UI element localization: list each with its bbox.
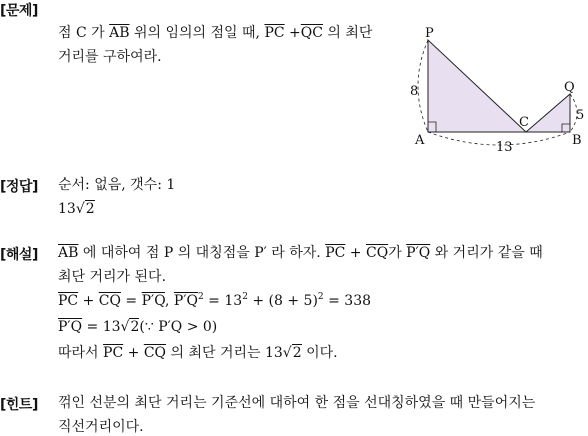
equation-text: + (8 + 5)	[247, 293, 318, 309]
equation-text: = 338	[323, 293, 372, 309]
problem-text: 의 최단	[322, 25, 373, 41]
explanation-line-4	[58, 318, 217, 336]
segment-cq: $\overline{CQ}$	[365, 245, 389, 261]
segment-p-prime-q: P′Q	[173, 293, 198, 309]
radicand: 2	[130, 319, 140, 335]
sqrt-icon: √	[75, 201, 85, 217]
hint-line-2: 직선거리이다.	[58, 419, 144, 435]
segment-ab: $\overline{AB}$	[58, 245, 79, 261]
geometry-figure	[400, 22, 588, 152]
plus-sign: +	[78, 293, 99, 309]
hint-label: [힌트]	[0, 397, 38, 413]
explanation-text: 이다.	[301, 345, 338, 361]
radicand: 2	[292, 345, 302, 361]
exponent: 2	[198, 292, 204, 302]
explanation-label: [해설]	[0, 247, 38, 263]
segment-cq: $\overline{CQ}$	[98, 293, 121, 309]
answer-label: [정답]	[0, 179, 38, 195]
explanation-text: 에 대하여 점 P 의 대칭점을 P′ 라 하자.	[78, 245, 326, 261]
segment-pc: $\overline{PC}$	[264, 25, 285, 41]
length-ap: 8	[410, 84, 419, 99]
segment-cq: $\overline{CQ}$	[143, 345, 167, 361]
segment-p-prime-q: P′Q	[141, 293, 166, 309]
segment-p-prime-q: P′Q	[406, 245, 431, 261]
sqrt-icon: √	[120, 319, 130, 335]
hint-line-1: 꺾인 선분의 최단 거리는 기준선에 대하여 한 점을 선대칭하였을 때 만들어지는	[58, 395, 536, 411]
explanation-line-3	[58, 292, 371, 310]
answer-radicand: 2	[85, 201, 95, 217]
explanation-text: 따라서	[58, 345, 104, 361]
problem-line-2: 거리를 구하여라.	[58, 49, 162, 65]
explanation-text: 와 거리가 같을 때	[430, 245, 543, 261]
equals-sign: =	[120, 293, 142, 309]
problem-text: 점 C 가	[58, 25, 110, 41]
problem-text: 위의 임의의 점일 때,	[129, 25, 265, 41]
length-ab: 13	[496, 140, 513, 152]
explanation-line-1	[58, 244, 543, 262]
explanation-text: 의 최단 거리는 13	[166, 345, 283, 361]
equation-text: = 13	[203, 293, 243, 309]
segment-pc: $\overline{PC}$	[58, 293, 79, 309]
answer-line-2	[58, 200, 95, 218]
equation-text: = 13	[82, 319, 121, 335]
equation-text: (∵ P′Q > 0)	[139, 319, 218, 335]
label-c: C	[519, 115, 529, 130]
label-a: A	[415, 133, 425, 148]
length-bq: 5	[576, 108, 585, 123]
problem-line-1	[58, 24, 372, 42]
dimension-arc-ap	[418, 40, 428, 132]
plus-sign: +	[123, 345, 144, 361]
segment-pc: $\overline{PC}$	[325, 245, 346, 261]
triangle-apc	[428, 40, 526, 132]
exponent: 2	[242, 292, 248, 302]
problem-label: [문제]	[0, 3, 38, 19]
label-b: B	[572, 133, 582, 148]
plus-sign: +	[284, 25, 301, 41]
explanation-text: 가	[388, 245, 407, 261]
label-q: Q	[564, 80, 575, 95]
segment-p-prime-q: P′Q	[58, 319, 83, 335]
label-p: P	[425, 26, 434, 41]
segment-pc: $\overline{PC}$	[103, 345, 124, 361]
explanation-line-2: 최단 거리가 된다.	[58, 269, 167, 285]
comma: ,	[165, 293, 174, 309]
sqrt-icon: √	[282, 345, 292, 361]
answer-line-1: 순서: 없음, 갯수: 1	[58, 177, 176, 193]
explanation-line-5	[58, 344, 338, 362]
segment-qc: $\overline{QC}$	[300, 25, 323, 41]
answer-coefficient: 13	[58, 201, 76, 217]
segment-ab: $\overline{AB}$	[109, 25, 130, 41]
exponent: 2	[317, 292, 324, 302]
triangle-cqb	[526, 94, 570, 132]
plus-sign: +	[345, 245, 366, 261]
